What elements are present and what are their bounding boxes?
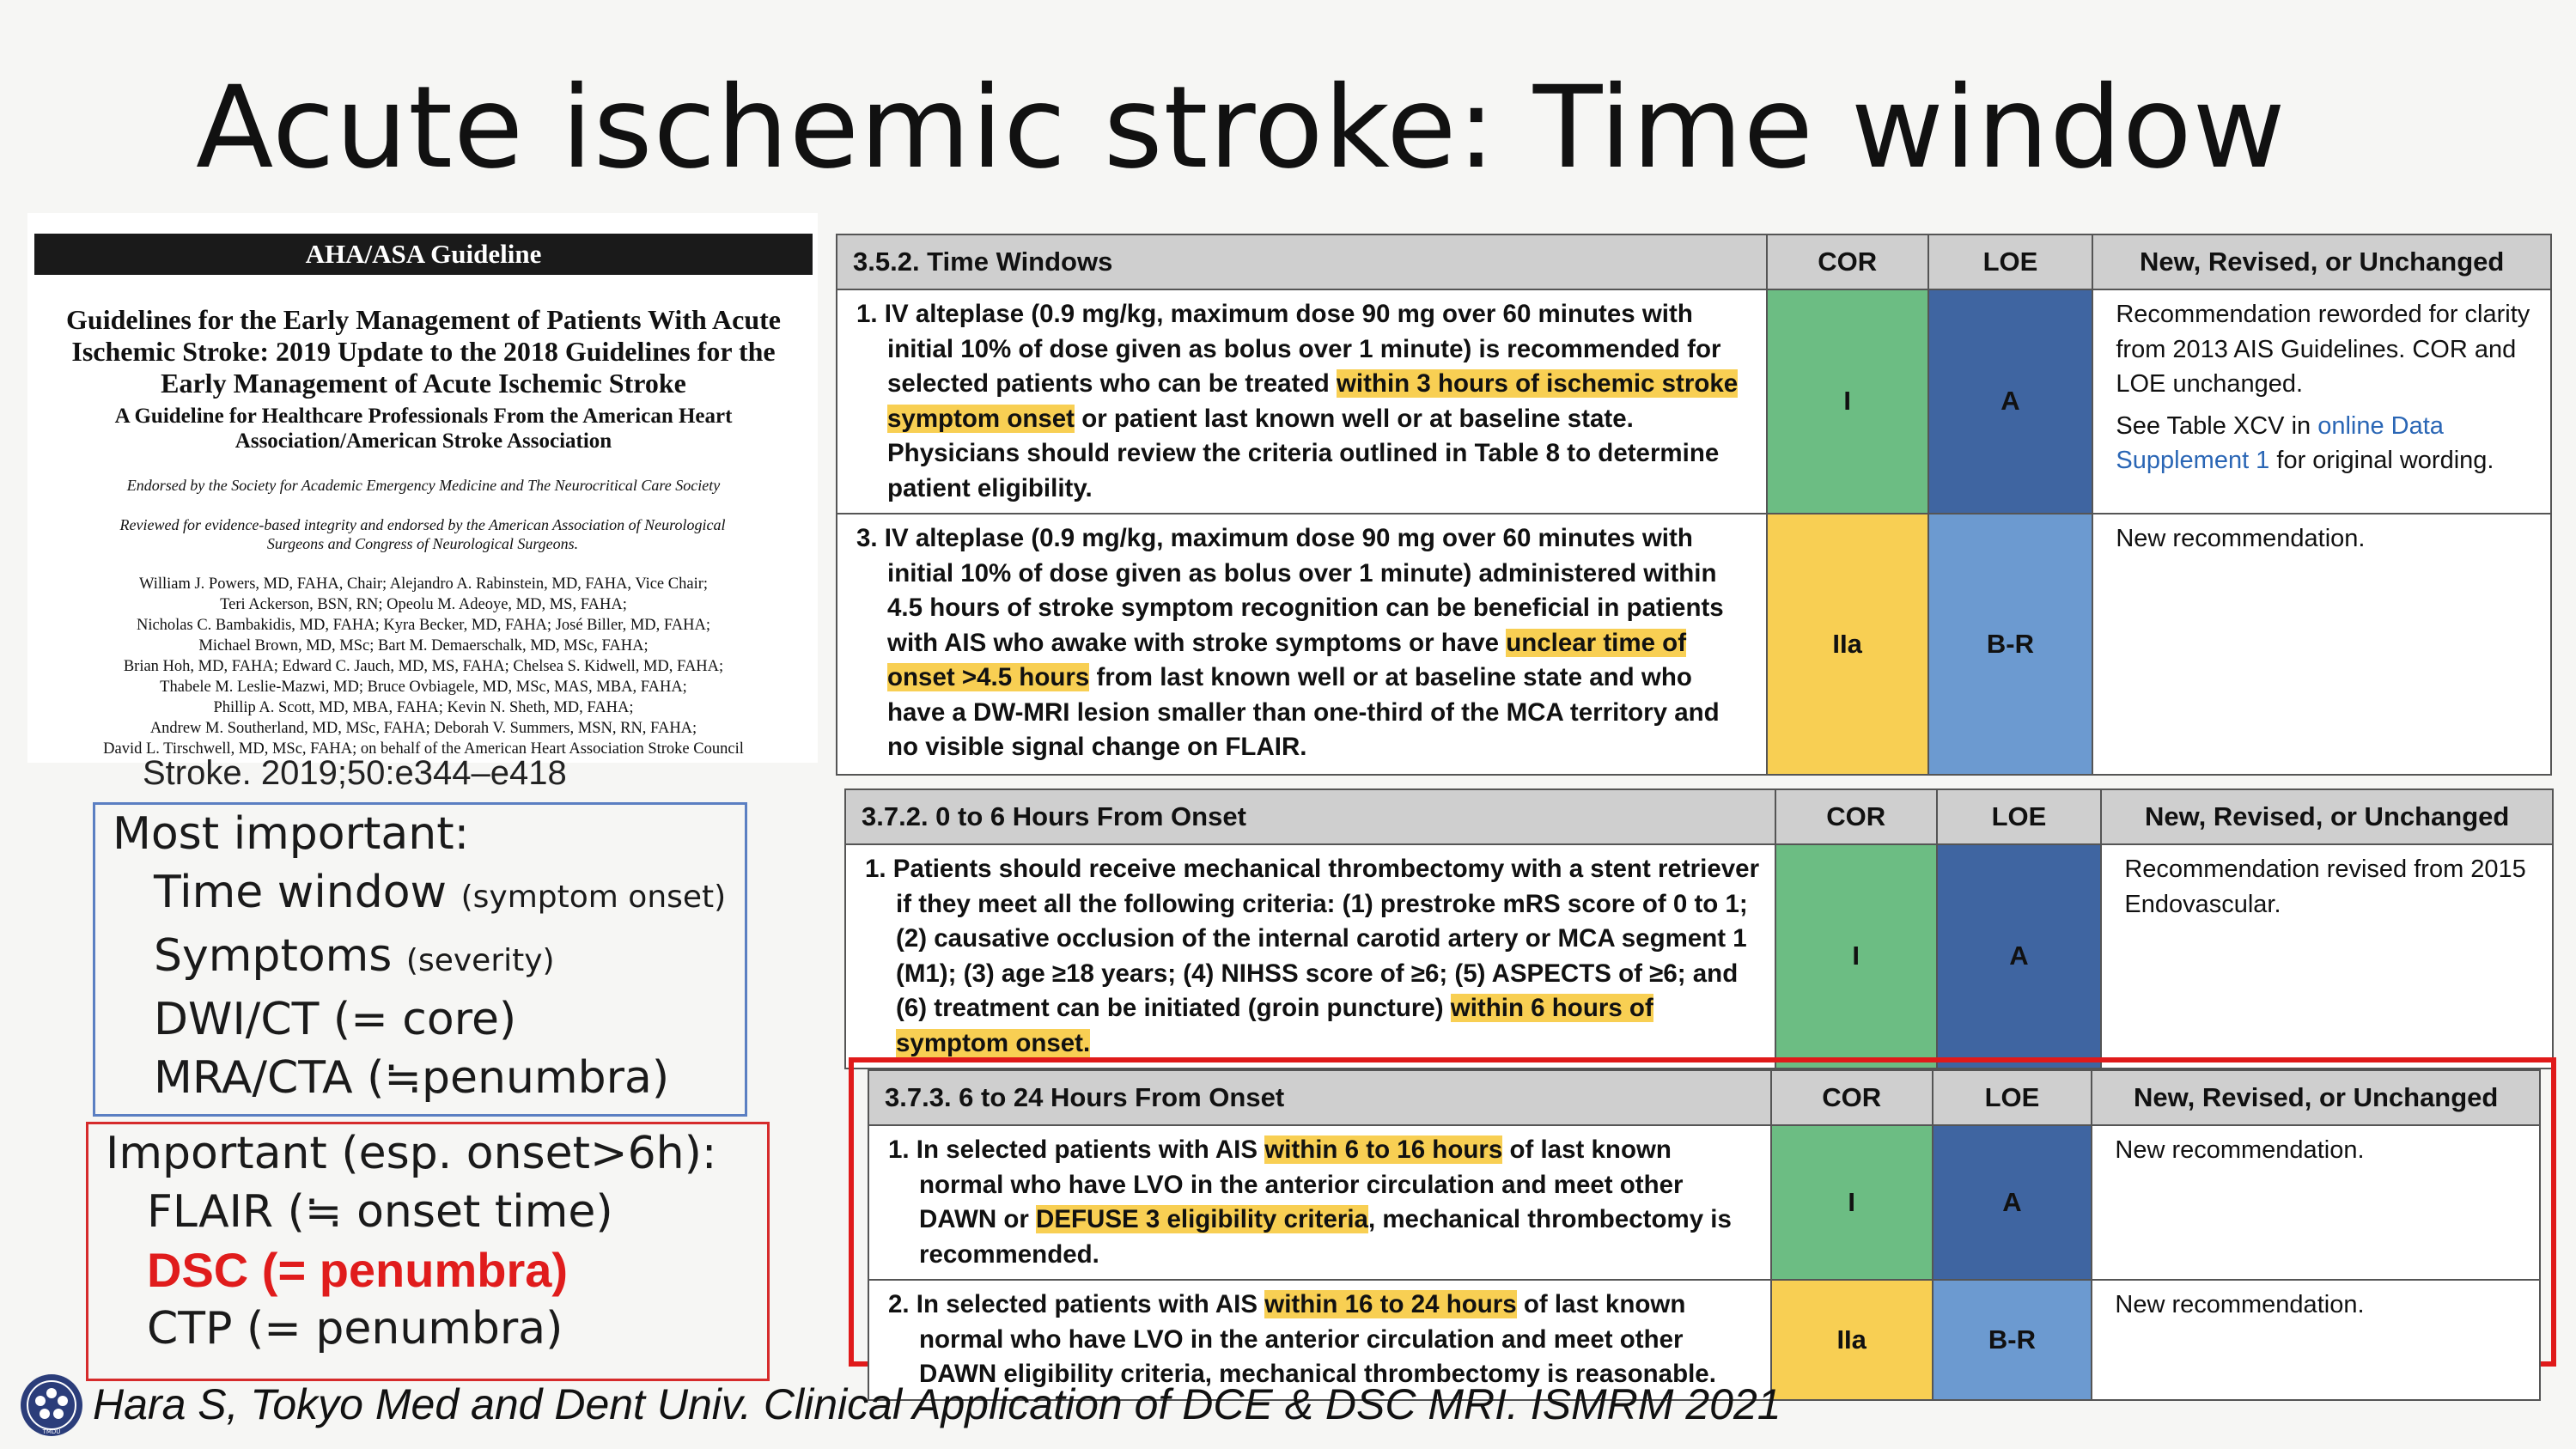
highlighted-text: DEFUSE 3 eligibility criteria (1036, 1205, 1368, 1233)
author-line: Phillip A. Scott, MD, MBA, FAHA; Kevin N. Sheth, MD, FAHA; (213, 699, 634, 716)
status-text: for original wording. (2269, 447, 2494, 474)
loe-value: B-R (1928, 514, 2093, 775)
cor-value: I (1775, 844, 1937, 1068)
cor-value: I (1767, 289, 1928, 514)
rec-text: of last known normal who have LVO in the anterior circulation and meet other DAWN eligibility criteria, mechanical thrombectomy is reasonable. (919, 1290, 1716, 1388)
box-item (95, 927, 745, 990)
rec-text: 1. IV alteplase (0.9 mg/kg, maximum dose 90 mg over 60 minutes with initial 10% of dose given as bolus over 1 minute) is recommended for selected patients who can be treated (856, 300, 1721, 398)
box-item-note: (severity) (405, 943, 555, 978)
footer-reference: Hara S, Tokyo Med and Dent Univ. Clinical Application of DCE & DSC MRI. ISMRM 2021 (93, 1380, 1781, 1428)
author-line: Michael Brown, MD, MSc; Bart M. Demaerschalk, MD, MSc, FAHA; (198, 637, 649, 654)
box-item-main: Time window (154, 867, 461, 918)
paper-subtitle-line: Association/American Stroke Association (234, 429, 612, 453)
table-0-6-hours (844, 788, 2554, 1069)
rec-text: or patient last known well or at baseline state. Physicians should review the criteria outlined in Table 8 to determine patient eligibility. (887, 404, 1720, 502)
box-item-main: Symptoms (154, 930, 406, 982)
box-item-dsc: DSC (= penumbra) (147, 1243, 569, 1297)
rec-text: of last known normal who have LVO in the anterior circulation and meet other DAWN or (919, 1135, 1684, 1233)
author-line: Thabele M. Leslie-Mazwi, MD; Bruce Ovbiagele, MD, MSc, MAS, MBA, FAHA; (160, 679, 687, 696)
paper-title-line: Ischemic Stroke: 2019 Update to the 2018 Guidelines for the (71, 336, 776, 367)
box-item-note: (symptom onset) (460, 880, 727, 915)
status-text-2 (2116, 409, 2535, 478)
recommendation-text (837, 514, 1767, 775)
author-line: David L. Tirschwell, MD, MSc, FAHA; on behalf of the American Heart Association Stroke Council (103, 740, 744, 758)
loe-value: A (1937, 844, 2102, 1068)
status-header: New, Revised, or Unchanged (2101, 789, 2553, 844)
rec-text: 3. IV alteplase (0.9 mg/kg, maximum dose 90 mg over 60 minutes with initial 10% of dose given as bolus over 1 minute) administered within 4.5 hours of stroke symptom recognition can be beneficial in patients with AIS who awake with stroke symptoms or have (856, 524, 1724, 657)
rec-text: 1. In selected patients with AIS (888, 1135, 1265, 1164)
author-line: Teri Ackerson, BSN, RN; Opeolu M. Adeoye, MD, MS, FAHA; (220, 596, 627, 613)
table-section-header: 3.7.2. 0 to 6 Hours From Onset (845, 789, 1775, 844)
box-item: FLAIR (≒ onset time) (147, 1186, 613, 1238)
table-6-24-hours (868, 1069, 2541, 1401)
status-header: New, Revised, or Unchanged (2092, 1070, 2540, 1125)
data-supplement-link[interactable]: online Data Supplement 1 (2116, 411, 2444, 474)
most-important-box (93, 802, 747, 1117)
highlighted-text: within 3 hours of ischemic stroke symptom onset (887, 369, 1739, 433)
paper-authors (33, 574, 814, 759)
status-note: New recommendation. (2092, 1280, 2540, 1400)
guideline-banner: AHA/ASA Guideline (34, 234, 813, 275)
rec-text: , mechanical thrombectomy is recommended. (919, 1205, 1732, 1269)
box-heading: Most important: (113, 808, 470, 860)
logo-text: TMDU (42, 1428, 61, 1435)
paper-subtitle-line: A Guideline for Healthcare Professionals From the American Heart (114, 405, 733, 428)
box-item: CTP (= penumbra) (147, 1303, 563, 1355)
status-note: New recommendation. (2092, 1125, 2540, 1280)
paper-subtitle (33, 404, 814, 454)
important-box (86, 1122, 770, 1381)
box-item: MRA/CTA (≒penumbra) (154, 1052, 670, 1104)
paper-review-line: Reviewed for evidence-based integrity and endorsed by the American Association of Neurological (119, 516, 726, 533)
loe-header: LOE (1928, 234, 2093, 289)
cor-header: COR (1767, 234, 1928, 289)
loe-value: A (1928, 289, 2093, 514)
loe-header: LOE (1933, 1070, 2092, 1125)
status-note: New recommendation. (2092, 514, 2551, 775)
journal-citation: Stroke. 2019;50:e344–e418 (143, 754, 567, 792)
recommendation-text (845, 844, 1775, 1068)
university-logo-icon (19, 1373, 84, 1438)
loe-header: LOE (1937, 789, 2102, 844)
highlighted-text: within 16 to 24 hours (1264, 1290, 1517, 1318)
cor-value: IIa (1767, 514, 1928, 775)
loe-value: B-R (1933, 1280, 2092, 1400)
paper-title-line: Guidelines for the Early Management of Patients With Acute (66, 304, 781, 335)
slide-title: Acute ischemic stroke: Time window (196, 62, 2287, 194)
status-text: See Table XCV in (2116, 411, 2318, 440)
box-item (95, 863, 745, 927)
cor-value: IIa (1771, 1280, 1933, 1400)
highlighted-text: within 6 to 16 hours (1264, 1135, 1503, 1164)
cor-header: COR (1775, 789, 1937, 844)
paper-review-note (62, 515, 783, 553)
rec-text: 2. In selected patients with AIS (888, 1290, 1265, 1318)
highlighted-text: within 6 hours of symptom onset. (896, 994, 1653, 1057)
loe-value: A (1933, 1125, 2092, 1280)
highlighted-text: unclear time of onset >4.5 hours (887, 628, 1687, 691)
table-section-header: 3.7.3. 6 to 24 Hours From Onset (868, 1070, 1771, 1125)
box-item: DWI/CT (= core) (154, 994, 517, 1045)
rec-text: 1. Patients should receive mechanical thrombectomy with a stent retriever if they meet all the following criteria: (1) prestroke mRS score of 0 to 1; (2) causative occlusion of the internal carotid artery or MCA segment 1 (M1); (3) age ≥18 years; (4) NIHSS score of ≥6; (5) ASPECTS of ≥6; and (6) treatment can be initiated (groin puncture) (865, 855, 1760, 1022)
paper-endorsement: Endorsed by the Society for Academic Emergency Medicine and The Neurocritical Care Society (126, 477, 721, 494)
status-note: Recommendation revised from 2015 Endovascular. (2101, 844, 2553, 1068)
cor-value: I (1771, 1125, 1933, 1280)
paper-title-line: Early Management of Acute Ischemic Stroke (161, 368, 686, 399)
recommendation-text (837, 289, 1767, 514)
status-note (2092, 289, 2551, 514)
status-header: New, Revised, or Unchanged (2092, 234, 2551, 289)
author-line: Nicholas C. Bambakidis, MD, FAHA; Kyra Becker, MD, FAHA; José Biller, MD, FAHA; (136, 617, 711, 634)
author-line: William J. Powers, MD, FAHA, Chair; Alejandro A. Rabinstein, MD, FAHA, Vice Chair; (138, 575, 709, 593)
paper-review-line: Surgeons and Congress of Neurological Surgeons. (266, 535, 579, 552)
paper-title (33, 304, 814, 399)
author-line: Brian Hoh, MD, FAHA; Edward C. Jauch, MD, MS, FAHA; Chelsea S. Kidwell, MD, FAHA; (123, 658, 724, 675)
recommendation-text (868, 1125, 1771, 1280)
status-text: Recommendation reworded for clarity from 2013 AIS Guidelines. COR and LOE unchanged. (2116, 301, 2530, 398)
paper-excerpt (27, 213, 818, 763)
box-heading: Important (esp. onset>6h): (106, 1128, 717, 1179)
rec-text: from last known well or at baseline state and who have a DW-MRI lesion smaller than one-third of the MCA territory and no visible signal change on FLAIR. (887, 663, 1720, 761)
table-time-windows (836, 234, 2552, 776)
table-section-header: 3.5.2. Time Windows (837, 234, 1767, 289)
author-line: Andrew M. Southerland, MD, MSc, FAHA; Deborah V. Summers, MSN, RN, FAHA; (149, 720, 697, 737)
cor-header: COR (1771, 1070, 1933, 1125)
